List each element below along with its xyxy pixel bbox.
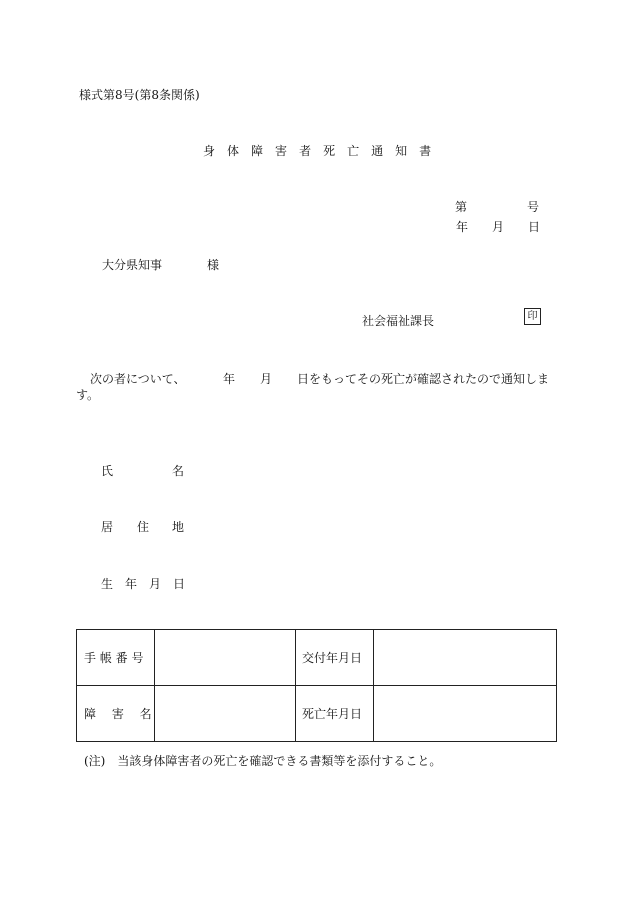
title-char: 障 (251, 144, 264, 158)
field-address-label-2: 住 (137, 520, 150, 534)
birthdate-char: 生 (101, 577, 114, 591)
death-date-label: 死亡年月日 (296, 686, 374, 742)
title-char: 死 (323, 144, 336, 158)
title-char: 通 (371, 144, 384, 158)
birthdate-char: 月 (149, 577, 162, 591)
seal-mark: 印 (524, 308, 541, 325)
title-char: 書 (419, 144, 432, 158)
birthdate-char: 年 (125, 577, 138, 591)
title-char: 亡 (347, 144, 360, 158)
document-title (203, 142, 443, 159)
birthdate-char: 日 (173, 577, 186, 591)
title-char: 害 (275, 144, 288, 158)
table-row (77, 630, 557, 686)
title-char: 知 (395, 144, 408, 158)
issue-date-label: 交付年月日 (296, 630, 374, 686)
notebook-number-field[interactable] (155, 630, 296, 686)
body-text: 日をもってその死亡が確認されたので通知しま (297, 372, 550, 386)
date-month-label: 月 (492, 220, 505, 234)
date-year-label: 年 (456, 220, 469, 234)
title-char: 身 (203, 144, 216, 158)
field-name-label-2: 名 (172, 464, 185, 478)
body-year-label: 年 (223, 372, 236, 386)
field-name-label-1: 氏 (101, 464, 114, 478)
issuer-title: 社会福祉課長 (362, 314, 435, 328)
issue-date-field[interactable] (374, 630, 557, 686)
notebook-number-label: 手 帳 番 号 (77, 630, 155, 686)
date-day-label: 日 (528, 220, 541, 234)
form-reference: 様式第8号(第8条関係) (79, 88, 200, 102)
field-birthdate-label (101, 575, 197, 592)
title-char: 体 (227, 144, 240, 158)
death-date-field[interactable] (374, 686, 557, 742)
footnote: (注) 当該身体障害者の死亡を確認できる書類等を添付すること。 (84, 754, 442, 768)
body-text-continued: す。 (76, 388, 100, 402)
disability-name-field[interactable] (155, 686, 296, 742)
body-month-label: 月 (260, 372, 273, 386)
disability-name-label: 障 害 名 (77, 686, 155, 742)
addressee-honorific: 様 (207, 258, 220, 272)
field-address-label-3: 地 (172, 520, 185, 534)
addressee-name: 大分県知事 (102, 258, 163, 272)
info-table (76, 629, 557, 742)
table-row (77, 686, 557, 742)
document-number-suffix: 号 (527, 200, 540, 214)
title-char: 者 (299, 144, 312, 158)
document-number-label: 第 (455, 200, 468, 214)
body-lead: 次の者について、 (90, 372, 186, 386)
field-address-label-1: 居 (101, 520, 114, 534)
